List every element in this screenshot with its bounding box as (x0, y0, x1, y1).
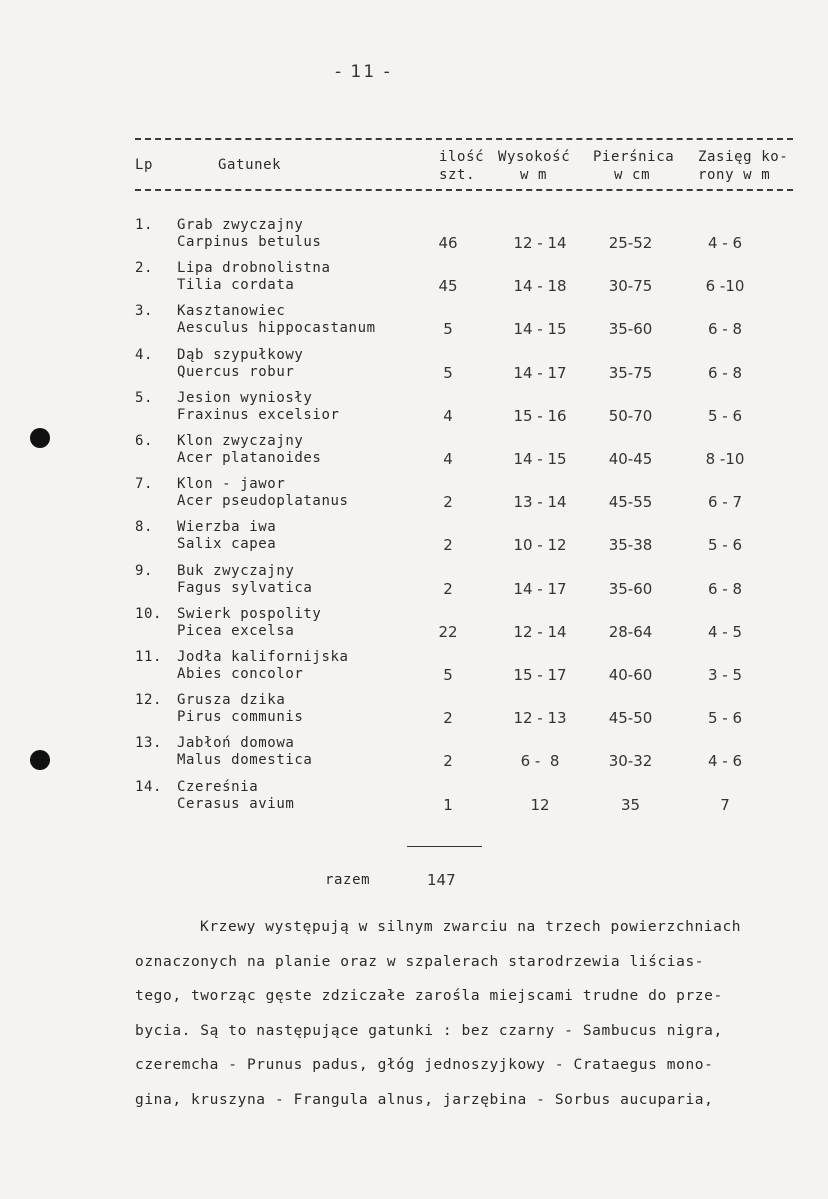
row-girth: 30-32 (608, 752, 653, 771)
row-count: 4 (443, 406, 453, 425)
row-girth: 45-50 (608, 709, 653, 728)
total-separator-line (407, 846, 482, 847)
row-girth: 50-70 (608, 406, 653, 425)
row-height: 14 - 15 (513, 450, 567, 468)
row-height: 12 - 14 (513, 234, 567, 252)
header-count-line1: ilość (439, 149, 485, 165)
row-latin-name: Tilia cordata (177, 277, 295, 294)
row-polish-name: Grusza dzika (177, 692, 286, 709)
row-polish-name: Jabłoń domowa (177, 735, 295, 752)
row-height: 15 - 17 (513, 666, 567, 684)
header-count-line2: szt. (439, 167, 476, 183)
row-height: 12 (530, 795, 550, 814)
row-height: 6 - 8 (520, 752, 560, 771)
row-lp: 6. (135, 433, 154, 449)
row-latin-name: Picea excelsa (177, 622, 295, 639)
header-girth-line2: w cm (614, 167, 651, 183)
row-count: 1 (443, 795, 453, 814)
row-girth: 25-52 (608, 234, 653, 252)
row-polish-name: Swierk pospolity (177, 605, 322, 622)
row-count: 46 (438, 234, 458, 252)
row-crown: 5 - 6 (707, 406, 743, 425)
row-height: 10 - 12 (513, 536, 567, 555)
row-latin-name: Carpinus betulus (177, 234, 322, 250)
row-polish-name: Klon - jawor (177, 476, 286, 493)
row-lp: 11. (135, 649, 163, 665)
row-count: 4 (443, 450, 453, 468)
row-crown: 6 - 7 (707, 493, 743, 512)
row-height: 13 - 14 (513, 493, 567, 512)
header-crown-line2: rony w m (698, 167, 771, 183)
paragraph-line: tego, tworząc gęste zdziczałe zarośla miejscami trudne do prze- (135, 988, 723, 1004)
paragraph-line: bycia. Są to następujące gatunki : bez czarny - Sambucus nigra, (135, 1022, 723, 1039)
row-count: 22 (438, 622, 458, 641)
paragraph-line: czeremcha - Prunus padus, głóg jednoszyjkowy - Crataegus mono- (135, 1057, 714, 1073)
row-polish-name: Grab zwyczajny (177, 217, 304, 233)
paragraph-line: Krzewy występują w silnym zwarciu na trzech powierzchniach (200, 919, 742, 935)
row-girth: 35-38 (608, 536, 653, 555)
row-height: 12 - 13 (513, 709, 567, 728)
row-latin-name: Fraxinus excelsior (177, 406, 340, 423)
header-height-line2: w m (520, 167, 548, 183)
row-height: 14 - 17 (513, 579, 567, 598)
header-height-line1: Wysokość (498, 149, 571, 165)
page-number: - 11 - (335, 62, 392, 82)
row-crown: 4 - 6 (707, 752, 743, 771)
row-crown: 6 - 8 (707, 363, 743, 382)
row-lp: 9. (135, 562, 154, 579)
row-count: 2 (443, 493, 453, 512)
row-count: 2 (443, 579, 453, 598)
row-lp: 8. (135, 519, 154, 536)
punch-hole-lower (30, 750, 50, 770)
row-crown: 6 - 8 (707, 320, 743, 339)
row-lp: 1. (135, 217, 154, 233)
row-latin-name: Abies concolor (177, 666, 304, 682)
row-girth: 35-60 (608, 579, 653, 598)
row-lp: 12. (135, 692, 163, 709)
row-polish-name: Klon zwyczajny (177, 433, 304, 449)
row-count: 45 (438, 277, 458, 296)
row-latin-name: Pirus communis (177, 709, 304, 726)
row-lp: 7. (135, 476, 154, 493)
row-polish-name: Buk zwyczajny (177, 562, 295, 579)
row-crown: 4 - 5 (707, 622, 743, 641)
paragraph-line: oznaczonych na planie oraz w szpalerach starodrzewia liścias- (135, 953, 705, 970)
row-girth: 35-75 (608, 363, 653, 382)
row-lp: 10. (135, 605, 163, 622)
row-latin-name: Salix capea (177, 536, 277, 553)
row-crown: 6 - 8 (707, 579, 743, 598)
row-height: 14 - 17 (513, 363, 567, 382)
row-crown: 3 - 5 (707, 666, 743, 684)
row-lp: 5. (135, 389, 154, 406)
row-latin-name: Quercus robur (177, 363, 295, 380)
row-count: 5 (443, 320, 453, 339)
row-lp: 13. (135, 735, 163, 752)
row-height: 14 - 15 (513, 320, 567, 339)
row-polish-name: Kasztanowiec (177, 303, 286, 320)
row-girth: 30-75 (608, 277, 653, 296)
row-lp: 4. (135, 346, 154, 363)
row-height: 15 - 16 (513, 406, 567, 425)
row-count: 2 (443, 536, 453, 555)
row-crown: 5 - 6 (707, 536, 743, 555)
row-polish-name: Jodła kalifornijska (177, 649, 349, 665)
header-lp: Lp (135, 157, 154, 173)
row-height: 14 - 18 (513, 277, 567, 296)
row-crown: 7 (720, 795, 730, 814)
row-count: 5 (443, 363, 453, 382)
row-latin-name: Malus domestica (177, 752, 313, 769)
row-lp: 3. (135, 303, 154, 320)
header-girth-line1: Pierśnica (593, 149, 675, 165)
row-latin-name: Cerasus avium (177, 795, 295, 812)
total-value: 147 (427, 871, 456, 889)
row-crown: 4 - 6 (707, 234, 743, 252)
row-crown: 8 -10 (705, 450, 745, 468)
header-crown-line1: Zasięg ko- (698, 149, 789, 165)
row-crown: 6 -10 (705, 277, 745, 296)
row-girth: 35 (620, 795, 641, 814)
row-count: 5 (443, 666, 453, 684)
row-count: 2 (443, 752, 453, 771)
paragraph-line: gina, kruszyna - Frangula alnus, jarzębina - Sorbus aucuparia, (135, 1091, 714, 1108)
row-polish-name: Jesion wyniosły (177, 389, 313, 406)
row-height: 12 - 14 (513, 622, 567, 641)
row-polish-name: Czereśnia (177, 778, 259, 795)
row-girth: 35-60 (608, 320, 653, 339)
row-girth: 28-64 (608, 622, 653, 641)
row-latin-name: Fagus sylvatica (177, 579, 313, 596)
table-header-rule (135, 189, 793, 191)
row-polish-name: Lipa drobnolistna (177, 260, 331, 277)
header-species: Gatunek (218, 157, 282, 173)
row-girth: 40-60 (608, 666, 653, 684)
row-count: 2 (443, 709, 453, 728)
punch-hole-upper (30, 428, 50, 448)
row-girth: 45-55 (608, 493, 653, 512)
row-polish-name: Wierzba iwa (177, 519, 277, 536)
total-label: razem (325, 872, 371, 888)
row-girth: 40-45 (608, 450, 653, 468)
row-lp: 2. (135, 260, 154, 277)
row-latin-name: Acer pseudoplatanus (177, 493, 349, 510)
row-latin-name: Acer platanoides (177, 450, 322, 466)
row-crown: 5 - 6 (707, 709, 743, 728)
row-lp: 14. (135, 778, 163, 795)
row-polish-name: Dąb szypułkowy (177, 346, 304, 363)
row-latin-name: Aesculus hippocastanum (177, 320, 376, 337)
table-top-rule (135, 138, 793, 140)
